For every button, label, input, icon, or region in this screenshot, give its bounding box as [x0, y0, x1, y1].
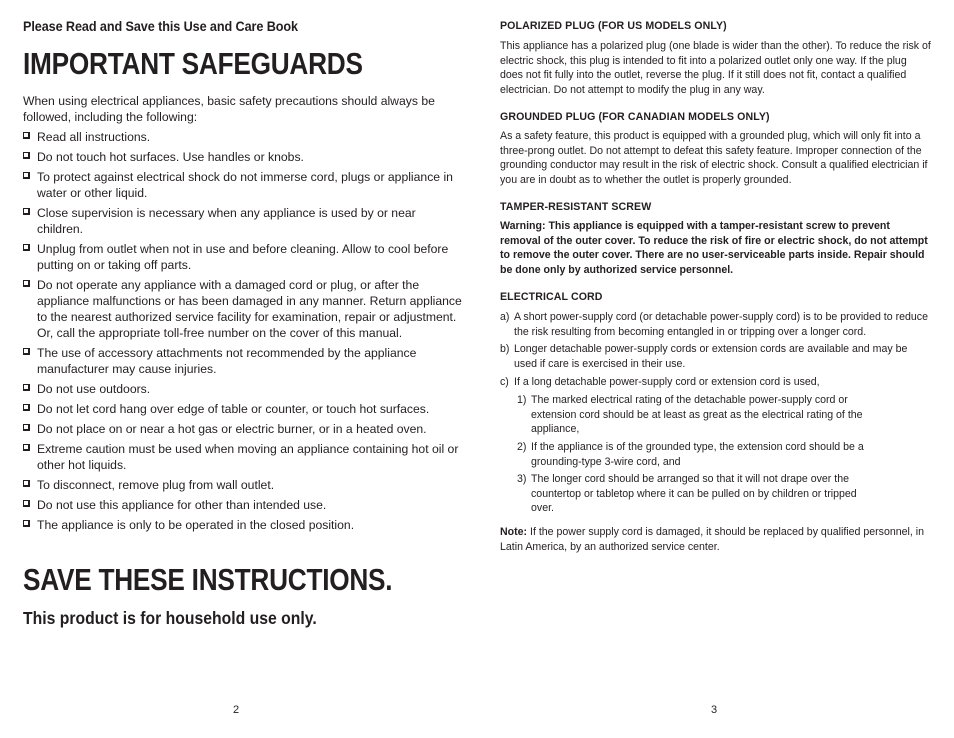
tamper-resistant-text: Warning: This appliance is equipped with a tamper-resistant screw to prevent removal of the outer cover. To reduce the risk of fire or electric shock, do not attempt to remove the outer cover. There are no user-serviceable parts inside. Repair should be done only by authorized service personnel.: [500, 220, 928, 276]
list-item: Do not let cord hang over edge of table or counter, or touch hot surfaces.: [23, 401, 463, 417]
polarized-plug-text: This appliance has a polarized plug (one blade is wider than the other). To reduce the risk of electric shock, this plug is intended to fit into a polarized outlet only one way. If the plug does not fit fully into the outlet, reverse the plug. If it still does not fit, contact a qualified electrician. Do not attempt to modify the plug in any way.: [500, 40, 931, 96]
checkbox-bullet-icon: [23, 280, 30, 287]
checkbox-bullet-icon: [23, 172, 30, 179]
cord-subitem-2: [517, 440, 877, 469]
cord-item-c-text: If a long detachable power-supply cord or extension cord is used,: [514, 376, 820, 388]
checkbox-bullet-icon: [23, 152, 30, 159]
save-instructions-title: SAVE THESE INSTRUCTIONS.: [23, 563, 393, 597]
note-label: Note:: [500, 526, 528, 538]
cord-item-a-text: A short power-supply cord (or detachable power-supply cord) is to be provided to reduce the risk resulting from becoming entangled in or tripping over a longer cord.: [514, 311, 928, 338]
cord-subitem-2-text: If the appliance is of the grounded type, the extension cord should be a grounding-type 3-wire cord, and: [531, 441, 864, 468]
cord-subitem-3-label: 3): [517, 473, 527, 485]
important-safeguards-title: IMPORTANT SAFEGUARDS: [23, 47, 363, 81]
list-item: To protect against electrical shock do not immerse cord, plugs or appliance in water or other liquid.: [23, 169, 463, 201]
checkbox-bullet-icon: [23, 244, 30, 251]
page-number-right: 3: [711, 704, 718, 716]
checkbox-bullet-icon: [23, 208, 30, 215]
checkbox-bullet-icon: [23, 500, 30, 507]
household-use-note: This product is for household use only.: [23, 608, 317, 628]
page-number-left: 2: [233, 704, 240, 716]
checkbox-bullet-icon: [23, 520, 30, 527]
checkbox-bullet-icon: [23, 132, 30, 139]
list-item: Close supervision is necessary when any appliance is used by or near children.: [23, 205, 463, 237]
cord-item-a-label: a): [500, 311, 510, 323]
list-item: Read all instructions.: [23, 129, 463, 145]
list-item: Do not operate any appliance with a damaged cord or plug, or after the appliance malfunctions or has been damaged in any manner. Return appliance to the nearest authorized service facility for examination, repair or adjustment. Or, call the appropriate toll-free number on the cover of this manual.: [23, 277, 463, 341]
checkbox-bullet-icon: [23, 444, 30, 451]
polarized-plug-heading: POLARIZED PLUG (FOR US MODELS ONLY): [500, 20, 727, 32]
cord-item-b-text: Longer detachable power-supply cords or extension cords are available and may be used if care is exercised in their use.: [514, 343, 908, 370]
list-item: Do not use outdoors.: [23, 381, 463, 397]
cord-item-b: [500, 342, 932, 371]
checkbox-bullet-icon: [23, 384, 30, 391]
grounded-plug-text: As a safety feature, this product is equipped with a grounded plug, which will only fit into a three-prong outlet. Do not attempt to defeat this safety feature. Improper connection of the grounding conductor may result in the risk of electric shock. Consult a qualified electrician if you are in doubt as to whether the outlet is properly grounded.: [500, 130, 928, 186]
cord-item-c-label: c): [500, 376, 509, 388]
cord-item-b-label: b): [500, 343, 510, 355]
cord-subitem-3-text: The longer cord should be arranged so that it will not drape over the countertop or tabletop where it can be pulled on by children or tripped over.: [531, 473, 857, 515]
checkbox-bullet-icon: [23, 480, 30, 487]
tamper-resistant-heading: TAMPER-RESISTANT SCREW: [500, 201, 652, 213]
left-page: [23, 0, 463, 738]
checkbox-bullet-icon: [23, 424, 30, 431]
cord-item-a: [500, 310, 932, 339]
cord-subitem-3: [517, 472, 877, 516]
read-and-save-kicker: Please Read and Save this Use and Care Book: [23, 19, 298, 34]
list-item: The appliance is only to be operated in the closed position.: [23, 517, 463, 533]
note-text: If the power supply cord is damaged, it should be replaced by qualified personnel, in Latin America, by an authorized service center.: [500, 526, 924, 553]
cord-subitem-1-label: 1): [517, 394, 527, 406]
safeguards-list: [23, 129, 463, 533]
list-item: Do not place on or near a hot gas or electric burner, or in a heated oven.: [23, 421, 463, 437]
power-cord-note: [500, 525, 932, 554]
list-item: Unplug from outlet when not in use and before cleaning. Allow to cool before putting on or taking off parts.: [23, 241, 463, 273]
list-item: Do not touch hot surfaces. Use handles or knobs.: [23, 149, 463, 165]
grounded-plug-heading: GROUNDED PLUG (FOR CANADIAN MODELS ONLY): [500, 111, 770, 123]
list-item: Do not use this appliance for other than intended use.: [23, 497, 463, 513]
cord-subitem-1-text: The marked electrical rating of the detachable power-supply cord or extension cord should be at least as great as the electrical rating of the appliance,: [531, 394, 863, 436]
cord-item-c: [500, 375, 932, 390]
list-item: Extreme caution must be used when moving an appliance containing hot oil or other hot liquids.: [23, 441, 463, 473]
electrical-cord-heading: ELECTRICAL CORD: [500, 291, 603, 303]
cord-subitem-2-label: 2): [517, 441, 527, 453]
list-item: The use of accessory attachments not recommended by the appliance manufacturer may cause injuries.: [23, 345, 463, 377]
cord-subitem-1: [517, 393, 877, 437]
checkbox-bullet-icon: [23, 404, 30, 411]
list-item: To disconnect, remove plug from wall outlet.: [23, 477, 463, 493]
right-page: [500, 0, 932, 738]
checkbox-bullet-icon: [23, 348, 30, 355]
safeguards-intro: When using electrical appliances, basic safety precautions should always be followed, including the following:: [23, 94, 435, 124]
